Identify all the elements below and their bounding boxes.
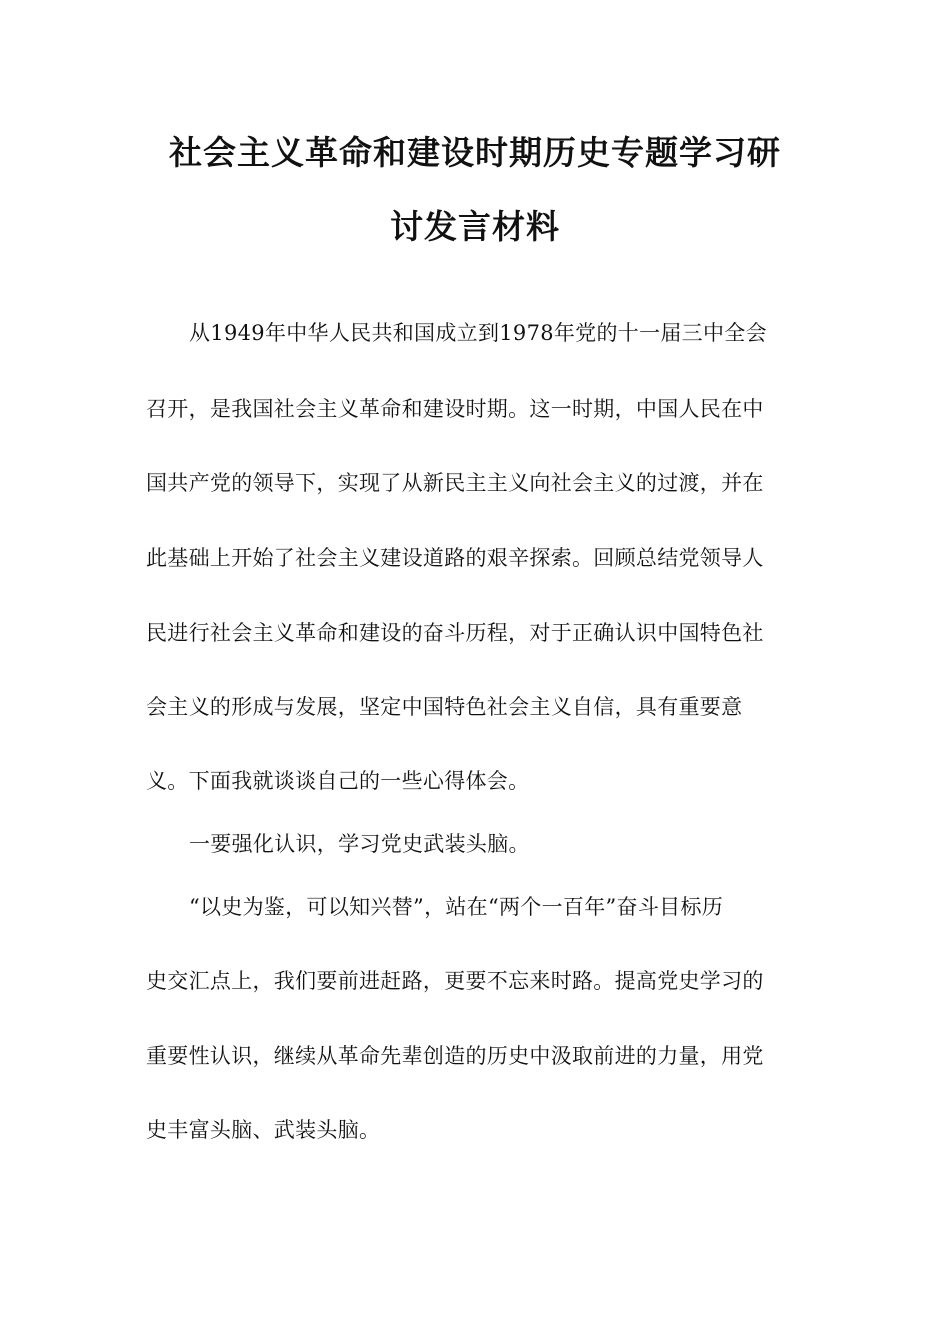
- paragraph-1-line-2: 召开，是我国社会主义革命和建设时期。这一时期，中国人民在中: [146, 397, 764, 421]
- paragraph-1-line-7: 义。下面我就谈谈自己的一些心得体会。: [146, 769, 530, 793]
- paragraph-2-line-2: 史交汇点上，我们要前进赶路，更要不忘来时路。提高党史学习的: [146, 969, 764, 993]
- paragraph-1-line-3: 国共产党的领导下，实现了从新民主主义向社会主义的过渡，并在: [146, 471, 764, 495]
- paragraph-1-line-5: 民进行社会主义革命和建设的奋斗历程，对于正确认识中国特色社: [146, 621, 764, 645]
- paragraph-1-line-4: 此基础上开始了社会主义建设道路的艰辛探索。回顾总结党领导人: [146, 546, 764, 570]
- paragraph-2-line-3: 重要性认识，继续从革命先辈创造的历史中汲取前进的力量，用党: [146, 1044, 764, 1068]
- paragraph-1-line-1: 从1949年中华人民共和国成立到1978年党的十一届三中全会: [189, 321, 767, 345]
- document-title-line-2: 讨发言材料: [390, 207, 560, 246]
- section-heading: 一要强化认识，学习党史武装头脑。: [189, 832, 530, 856]
- paragraph-1-line-6: 会主义的形成与发展，坚定中国特色社会主义自信，具有重要意: [146, 695, 743, 719]
- paragraph-2-line-4: 史丰富头脑、武装头脑。: [146, 1118, 381, 1142]
- paragraph-2-line-1: “以史为鉴，可以知兴替”，站在“两个一百年”奋斗目标历: [189, 895, 724, 919]
- document-title-line-1: 社会主义革命和建设时期历史专题学习研: [169, 133, 781, 172]
